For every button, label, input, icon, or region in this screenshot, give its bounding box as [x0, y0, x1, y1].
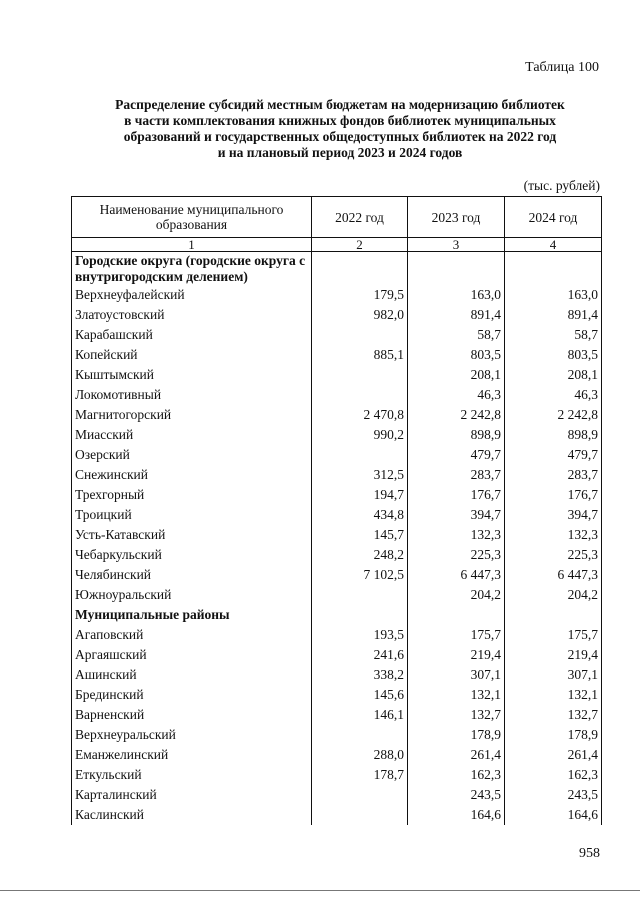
value-2024: 219,4 [505, 645, 602, 665]
header-name: Наименование муниципального образования [72, 197, 312, 238]
municipality-name: Ашинский [72, 665, 312, 685]
header-2024: 2024 год [505, 197, 602, 238]
value-2022: 194,7 [312, 485, 408, 505]
value-2022 [312, 805, 408, 825]
value-2024: 46,3 [505, 385, 602, 405]
table-row [72, 565, 602, 585]
value-2023: 132,7 [408, 705, 505, 725]
value-2024: 283,7 [505, 465, 602, 485]
value-2023: 479,7 [408, 445, 505, 465]
value-2023: 175,7 [408, 625, 505, 645]
table-row [72, 505, 602, 525]
group-row [72, 605, 602, 625]
table-row [72, 325, 602, 345]
value-2022: 7 102,5 [312, 565, 408, 585]
table-row [72, 545, 602, 565]
value-2024: 132,3 [505, 525, 602, 545]
value-2024: 176,7 [505, 485, 602, 505]
value-2022: 982,0 [312, 305, 408, 325]
empty-cell [505, 605, 602, 625]
value-2023: 219,4 [408, 645, 505, 665]
table-row [72, 345, 602, 365]
table-row [72, 385, 602, 405]
value-2022 [312, 385, 408, 405]
column-number: 1 [72, 238, 312, 252]
value-2024: 225,3 [505, 545, 602, 565]
value-2023: 162,3 [408, 765, 505, 785]
empty-cell [408, 605, 505, 625]
table-row [72, 745, 602, 765]
municipality-name: Златоустовский [72, 305, 312, 325]
table-row [72, 645, 602, 665]
municipality-name: Южноуральский [72, 585, 312, 605]
municipality-name: Брединский [72, 685, 312, 705]
empty-cell [312, 252, 408, 286]
table-row [72, 805, 602, 825]
table-row [72, 665, 602, 685]
value-2024: 204,2 [505, 585, 602, 605]
value-2023: 243,5 [408, 785, 505, 805]
municipality-name: Еманжелинский [72, 745, 312, 765]
value-2022: 178,7 [312, 765, 408, 785]
value-2022: 434,8 [312, 505, 408, 525]
municipality-name: Челябинский [72, 565, 312, 585]
header-2023: 2023 год [408, 197, 505, 238]
municipality-name: Карталинский [72, 785, 312, 805]
value-2024: 394,7 [505, 505, 602, 525]
table-row [72, 725, 602, 745]
municipality-name: Кыштымский [72, 365, 312, 385]
table-row [72, 765, 602, 785]
municipality-name: Снежинский [72, 465, 312, 485]
value-2023: 132,3 [408, 525, 505, 545]
value-2023: 46,3 [408, 385, 505, 405]
municipality-name: Магнитогорский [72, 405, 312, 425]
municipality-name: Аргаяшский [72, 645, 312, 665]
value-2023: 898,9 [408, 425, 505, 445]
value-2024: 132,7 [505, 705, 602, 725]
column-number-row [72, 238, 602, 252]
page-number: 958 [579, 846, 600, 861]
table-row [72, 685, 602, 705]
value-2022: 248,2 [312, 545, 408, 565]
title-line: Распределение субсидий местным бюджетам на модернизацию библиотек [115, 97, 565, 112]
municipality-name: Миасский [72, 425, 312, 445]
value-2024: 162,3 [505, 765, 602, 785]
value-2023: 176,7 [408, 485, 505, 505]
value-2022 [312, 725, 408, 745]
value-2022: 145,7 [312, 525, 408, 545]
bottom-divider [0, 890, 640, 891]
table-row [72, 485, 602, 505]
value-2024: 58,7 [505, 325, 602, 345]
value-2023: 307,1 [408, 665, 505, 685]
value-2024: 243,5 [505, 785, 602, 805]
table-row [72, 445, 602, 465]
group-row [72, 252, 602, 286]
value-2022: 241,6 [312, 645, 408, 665]
value-2023: 204,2 [408, 585, 505, 605]
value-2022: 2 470,8 [312, 405, 408, 425]
municipality-name: Трехгорный [72, 485, 312, 505]
subsidy-table [71, 196, 602, 825]
value-2022: 193,5 [312, 625, 408, 645]
table-row [72, 625, 602, 645]
title-line: и на плановый период 2023 и 2024 годов [217, 145, 463, 160]
municipality-name: Карабашский [72, 325, 312, 345]
table-row [72, 285, 602, 305]
units-label: (тыс. рублей) [523, 178, 600, 193]
value-2024: 307,1 [505, 665, 602, 685]
value-2023: 164,6 [408, 805, 505, 825]
table-number: Таблица 100 [525, 60, 599, 75]
value-2022: 312,5 [312, 465, 408, 485]
value-2022: 179,5 [312, 285, 408, 305]
municipality-name: Каслинский [72, 805, 312, 825]
value-2024: 163,0 [505, 285, 602, 305]
municipality-name: Верхнеуральский [72, 725, 312, 745]
table-row [72, 405, 602, 425]
value-2024: 891,4 [505, 305, 602, 325]
value-2023: 2 242,8 [408, 405, 505, 425]
value-2022: 146,1 [312, 705, 408, 725]
value-2023: 891,4 [408, 305, 505, 325]
municipality-name: Чебаркульский [72, 545, 312, 565]
value-2024: 208,1 [505, 365, 602, 385]
table-row [72, 525, 602, 545]
value-2022 [312, 325, 408, 345]
municipality-name: Копейский [72, 345, 312, 365]
value-2024: 803,5 [505, 345, 602, 365]
value-2022: 145,6 [312, 685, 408, 705]
value-2024: 175,7 [505, 625, 602, 645]
value-2024: 178,9 [505, 725, 602, 745]
municipality-name: Троицкий [72, 505, 312, 525]
value-2024: 2 242,8 [505, 405, 602, 425]
empty-cell [312, 605, 408, 625]
table-row [72, 785, 602, 805]
value-2022 [312, 365, 408, 385]
value-2022: 885,1 [312, 345, 408, 365]
table-body [72, 252, 602, 826]
table-row [72, 365, 602, 385]
value-2024: 479,7 [505, 445, 602, 465]
value-2022: 338,2 [312, 665, 408, 685]
value-2024: 132,1 [505, 685, 602, 705]
value-2024: 261,4 [505, 745, 602, 765]
title-line: в части комплектования книжных фондов библиотек муниципальных [124, 113, 556, 128]
value-2023: 208,1 [408, 365, 505, 385]
empty-cell [505, 252, 602, 286]
value-2022: 288,0 [312, 745, 408, 765]
group-name: Городские округа (городские округа с внутригородским делением) [72, 252, 312, 286]
value-2023: 163,0 [408, 285, 505, 305]
group-name: Муниципальные районы [72, 605, 312, 625]
table-row [72, 705, 602, 725]
value-2024: 898,9 [505, 425, 602, 445]
value-2023: 6 447,3 [408, 565, 505, 585]
document-title [60, 97, 620, 161]
table-row [72, 585, 602, 605]
value-2023: 261,4 [408, 745, 505, 765]
table-row [72, 425, 602, 445]
value-2023: 283,7 [408, 465, 505, 485]
empty-cell [408, 252, 505, 286]
municipality-name: Усть-Катавский [72, 525, 312, 545]
title-line: образований и государственных общедоступных библиотек на 2022 год [123, 129, 557, 144]
municipality-name: Агаповский [72, 625, 312, 645]
table-row [72, 305, 602, 325]
value-2022: 990,2 [312, 425, 408, 445]
column-number: 3 [408, 238, 505, 252]
column-number: 2 [312, 238, 408, 252]
value-2023: 178,9 [408, 725, 505, 745]
table-row [72, 465, 602, 485]
column-number: 4 [505, 238, 602, 252]
header-2022: 2022 год [312, 197, 408, 238]
municipality-name: Верхнеуфалейский [72, 285, 312, 305]
municipality-name: Озерский [72, 445, 312, 465]
municipality-name: Варненский [72, 705, 312, 725]
value-2023: 225,3 [408, 545, 505, 565]
header-row [72, 197, 602, 238]
value-2024: 6 447,3 [505, 565, 602, 585]
value-2023: 58,7 [408, 325, 505, 345]
municipality-name: Локомотивный [72, 385, 312, 405]
value-2024: 164,6 [505, 805, 602, 825]
value-2023: 803,5 [408, 345, 505, 365]
value-2022 [312, 445, 408, 465]
value-2022 [312, 585, 408, 605]
value-2022 [312, 785, 408, 805]
value-2023: 132,1 [408, 685, 505, 705]
municipality-name: Еткульский [72, 765, 312, 785]
value-2023: 394,7 [408, 505, 505, 525]
